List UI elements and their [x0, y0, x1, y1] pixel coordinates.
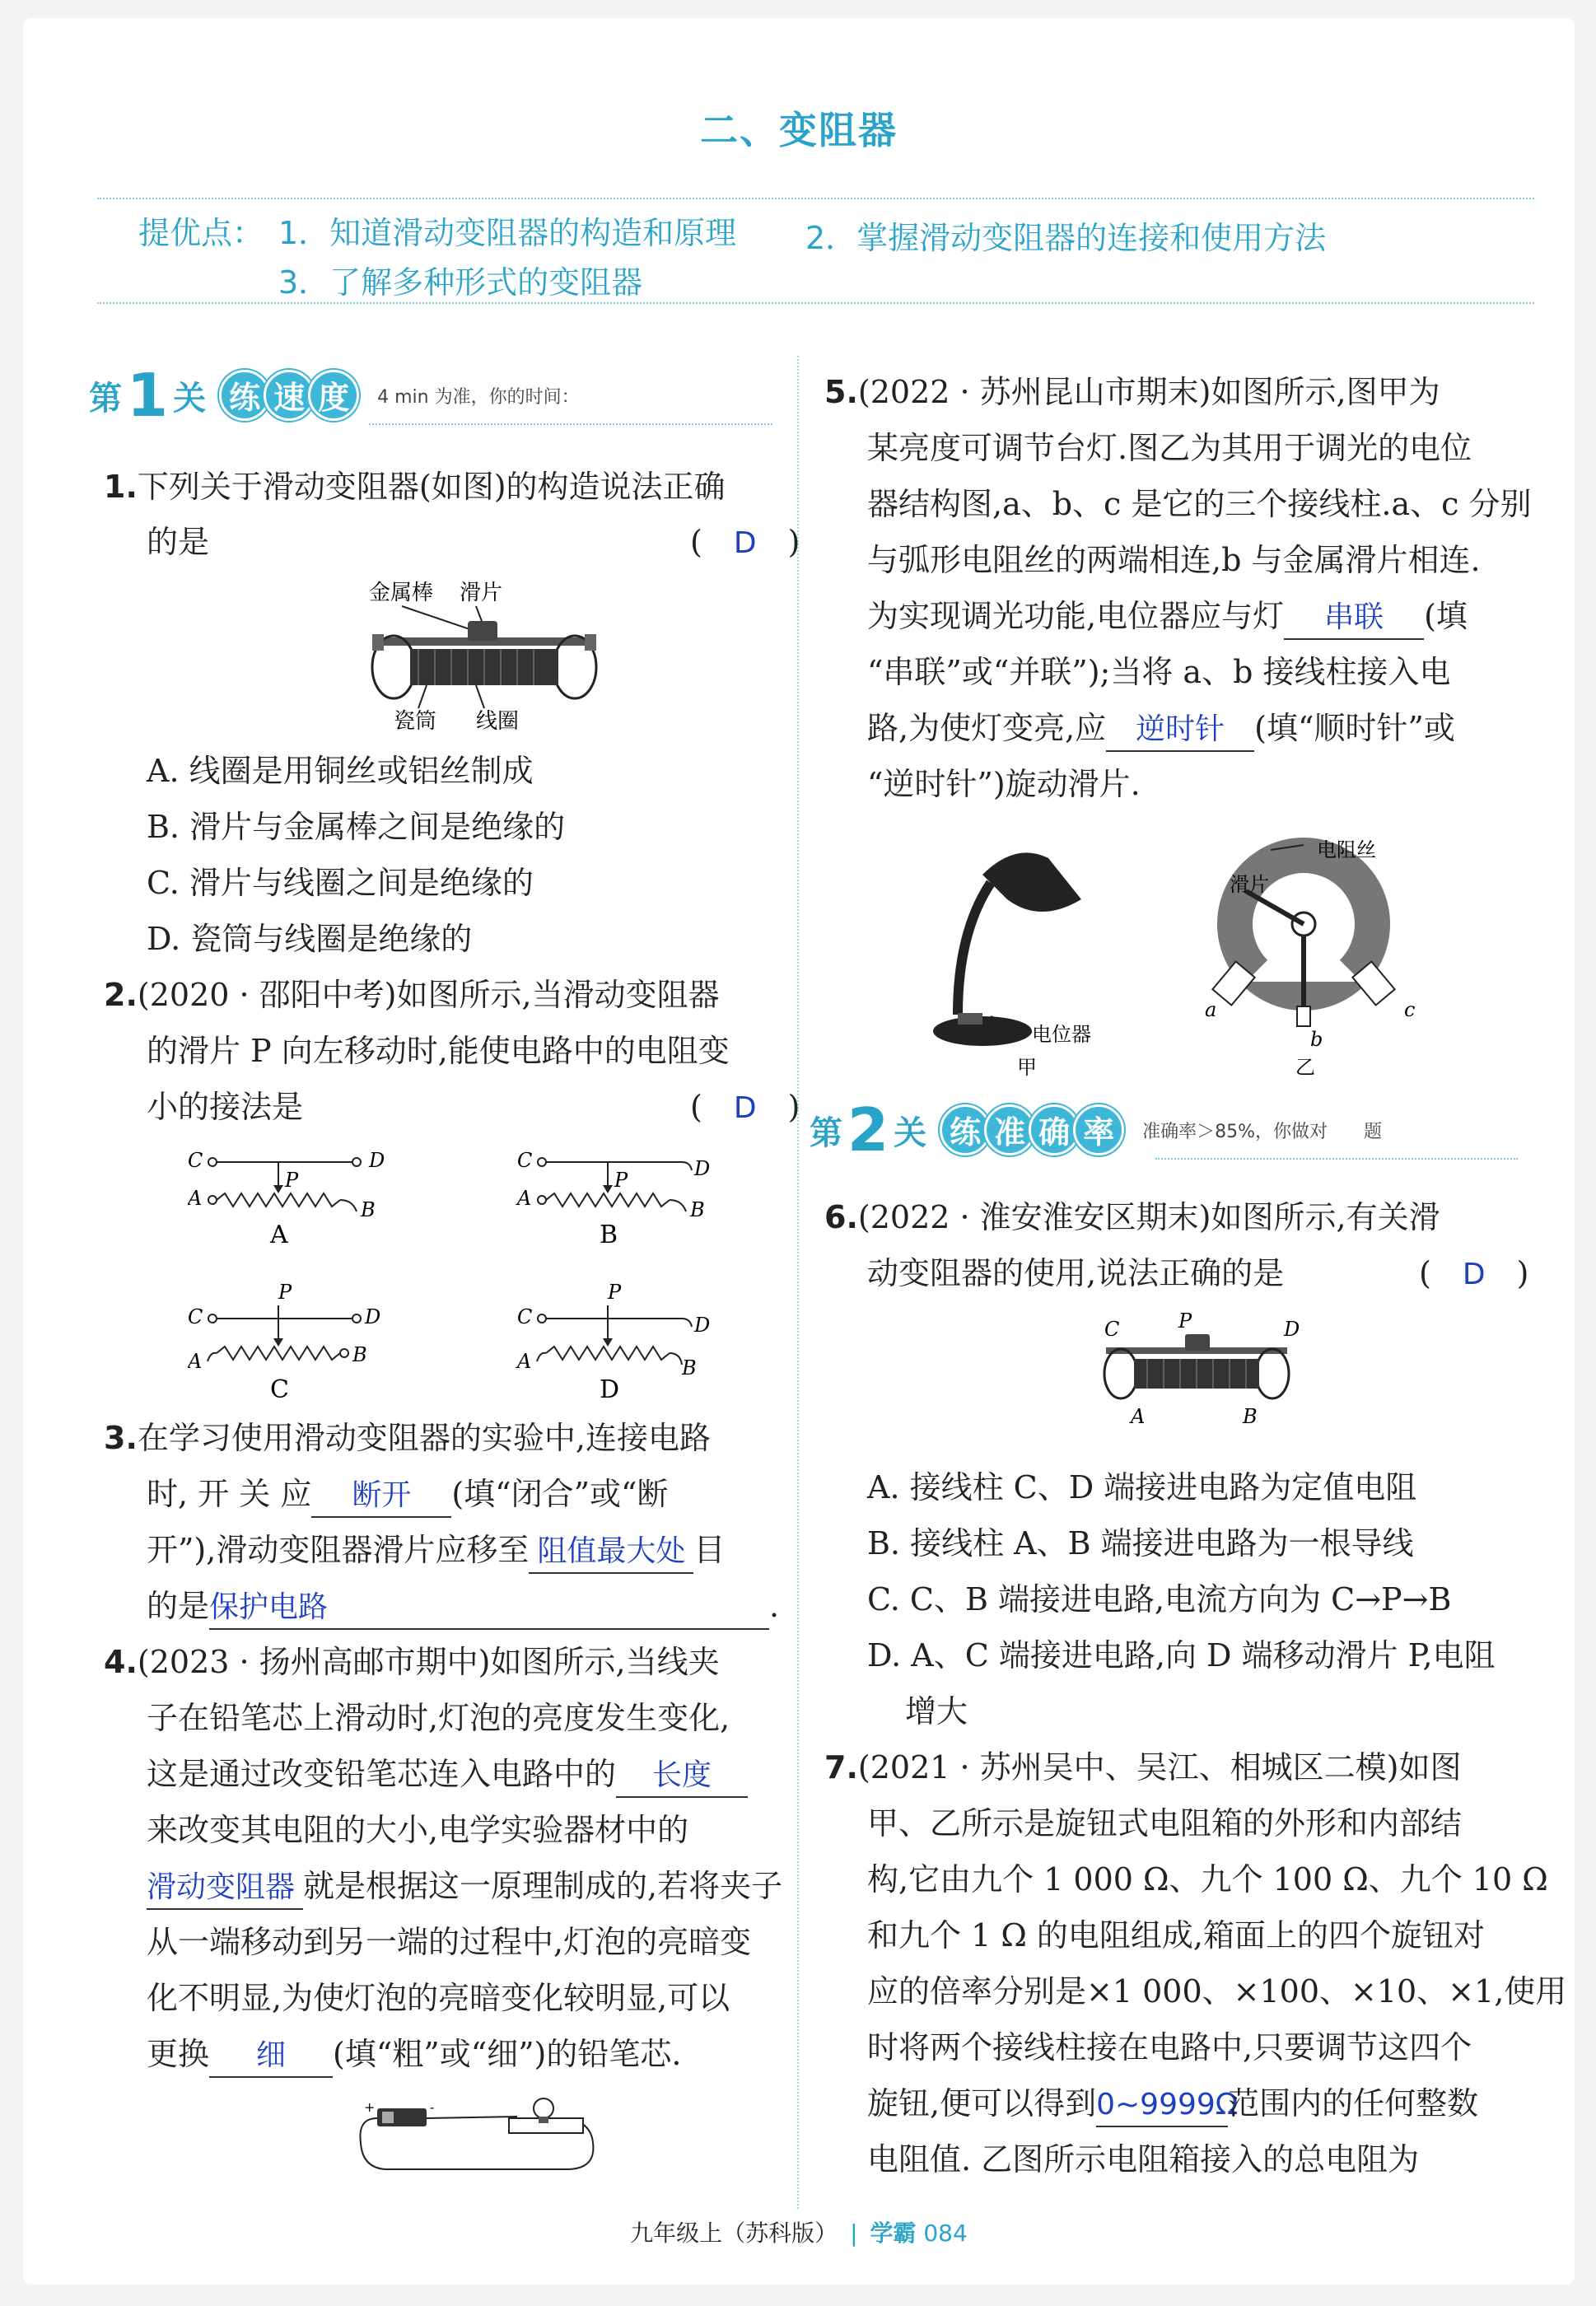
page-title: 二、变阻器: [700, 108, 898, 152]
fig-label-metal-rod: 金属棒: [369, 581, 434, 605]
stage1-note: 4 min 为准，你的时间：: [377, 386, 580, 408]
q1-option-a[interactable]: A. 线圈是用铜丝或铝丝制成: [147, 753, 534, 789]
svg-text:a: a: [1205, 998, 1217, 1021]
stage2-badge: 练 准 确 率: [940, 1104, 1118, 1155]
svg-text:C: C: [188, 1149, 203, 1172]
svg-text:B: B: [352, 1343, 367, 1366]
q5-answer-1: 串联: [1284, 597, 1424, 640]
tips-top-border: [97, 198, 1534, 199]
q3-answer-2: 阻值最大处: [529, 1531, 693, 1574]
q7-line7: 旋钮,便可以得到0~9999Ω范围内的任何整数: [867, 2075, 1478, 2131]
q4-line1: 4.(2023 · 扬州高邮市期中)如图所示,当线夹: [104, 1644, 720, 1680]
stage1-badge: 练 速 度: [219, 370, 352, 421]
svg-text:C: C: [517, 1305, 533, 1328]
q1-line2: 的是: [147, 524, 210, 560]
q2-line1: 2.(2020 · 邵阳中考)如图所示,当滑动变阻器: [104, 977, 720, 1013]
potentiometer-structure-figure: [1205, 838, 1415, 1079]
svg-text:+: +: [364, 2099, 376, 2115]
tips-item-3: 3．了解多种形式的变阻器: [278, 264, 643, 301]
q7-line3: 构,它由九个 1 000 Ω、九个 100 Ω、九个 10 Ω: [867, 1861, 1548, 1898]
svg-text:D: D: [694, 1314, 711, 1337]
svg-text:A: A: [188, 1350, 203, 1373]
svg-text:A: A: [188, 1187, 203, 1210]
q2-fig-d: [516, 1281, 710, 1404]
q2-fig-c: [188, 1281, 380, 1404]
svg-text:P: P: [608, 1281, 622, 1304]
q4-line5: 滑动变阻器 就是根据这一原理制成的,若将夹子: [147, 1858, 782, 1914]
q7-line6: 时将两个接线柱接在电路中,只要调节这四个: [867, 2029, 1472, 2066]
svg-text:B: B: [361, 1198, 376, 1221]
q5-line8: “逆时针”)旋动滑片.: [867, 766, 1141, 802]
desk-lamp-figure: [933, 852, 1091, 1079]
tips-item-1: 1．知道滑动变阻器的构造和原理: [278, 215, 737, 251]
svg-text:P: P: [278, 1281, 292, 1304]
fig-label-porcelain: 瓷筒: [394, 709, 437, 734]
q4-line7: 化不明显,为使灯泡的亮暗变化较明显,可以: [147, 1980, 730, 2016]
q1-answer-bracket: ( D ): [690, 524, 800, 560]
q6-option-a[interactable]: A. 接线柱 C、D 端接进电路为定值电阻: [867, 1469, 1417, 1505]
q7-line1: 7.(2021 · 苏州吴中、吴江、相城区二模)如图: [824, 1749, 1462, 1786]
stage2-note: 准确率＞85%，你做对 题: [1142, 1121, 1383, 1142]
fig-c-label: C: [270, 1375, 289, 1404]
stage2-prefix: 第: [810, 1113, 842, 1152]
fig-label-slider: 滑片: [460, 581, 503, 605]
q6-rheostat-figure: [1090, 1303, 1320, 1443]
q7-line2: 甲、乙所示是旋钮式电阻箱的外形和内部结: [867, 1805, 1463, 1842]
q7-answer-1: 0~9999Ω: [1096, 2084, 1228, 2127]
svg-text:C: C: [188, 1305, 203, 1328]
svg-text:B: B: [690, 1198, 705, 1221]
q1-line1: 1.下列关于滑动变阻器(如图)的构造说法正确: [104, 469, 726, 505]
q1-option-c[interactable]: C. 滑片与线圈之间是绝缘的: [147, 865, 534, 901]
q5-answer-2: 逆时针: [1106, 709, 1254, 752]
q5-line2: 某亮度可调节台灯.图乙为其用于调光的电位: [867, 430, 1472, 466]
tips-item-2: 2．掌握滑动变阻器的连接和使用方法: [805, 220, 1327, 256]
stage2-header: [810, 1097, 1382, 1163]
svg-text:c: c: [1404, 998, 1416, 1021]
tips-bottom-border: [97, 302, 1534, 304]
q5-line5: 为实现调光功能,电位器应与灯 串联 (填: [867, 588, 1468, 644]
svg-text:C: C: [517, 1149, 533, 1172]
svg-text:P: P: [1178, 1309, 1192, 1333]
q5-figures: [925, 825, 1435, 1081]
q2-answer-bracket: ( D ): [690, 1089, 800, 1125]
stage2-number: 2: [847, 1095, 889, 1165]
label-slider: 滑片: [1230, 873, 1269, 896]
q3-answer-3: 保护电路: [209, 1587, 769, 1630]
q2-fig-a: [188, 1149, 385, 1249]
q6-line1: 6.(2022 · 淮安淮安区期末)如图所示,有关滑: [824, 1199, 1440, 1235]
fig-d-label: D: [600, 1375, 620, 1404]
q2-answer: D: [733, 1091, 757, 1125]
svg-text:B: B: [1243, 1405, 1258, 1428]
svg-text:B: B: [682, 1356, 697, 1379]
q5-line7: 路,为使灯变亮,应 逆时针 (填“顺时针”或: [867, 700, 1455, 756]
q4-answer-1: 长度: [616, 1755, 748, 1798]
q3-line3: 开”),滑动变阻器滑片应移至 阻值最大处 目: [147, 1522, 725, 1578]
q7-line5: 应的倍率分别是×1 000、×100、×10、×1,使用: [867, 1973, 1567, 2010]
footer-grade: 九年级上（苏科版）: [630, 2220, 838, 2247]
worksheet-page: [23, 18, 1575, 2285]
q4-line6: 从一端移动到另一端的过程中,灯泡的亮暗变: [147, 1924, 752, 1960]
stage2-underline: [1155, 1158, 1518, 1160]
q5-line3: 器结构图,a、b、c 是它的三个接线柱.a、c 分别: [867, 486, 1532, 522]
label-yi: 乙: [1295, 1056, 1315, 1079]
svg-text:P: P: [285, 1169, 299, 1192]
page-footer: 九年级上（苏科版） | 学霸 084: [630, 2220, 968, 2247]
q2-line2: 的滑片 P 向左移动时,能使电路中的电阻变: [147, 1033, 730, 1069]
stage1-suffix: 关: [173, 379, 207, 418]
q2-fig-b: [516, 1149, 710, 1249]
svg-text:P: P: [614, 1169, 628, 1192]
q4-line2: 子在铅笔芯上滑动时,灯泡的亮度发生变化,: [147, 1700, 730, 1736]
footer-brand: 学霸: [870, 2220, 917, 2247]
stage1-number: 1: [127, 361, 169, 430]
svg-text:A: A: [517, 1350, 532, 1373]
svg-text:b: b: [1310, 1028, 1323, 1051]
q1-option-d[interactable]: D. 瓷筒与线圈是绝缘的: [147, 921, 473, 957]
q4-pencil-lead-circuit: [352, 2094, 616, 2184]
stage1-underline: [369, 423, 772, 425]
q5-line1: 5.(2022 · 苏州昆山市期末)如图所示,图甲为: [824, 374, 1440, 410]
q4-line4: 来改变其电阻的大小,电学实验器材中的: [147, 1812, 689, 1848]
q1-option-b[interactable]: B. 滑片与金属棒之间是绝缘的: [147, 809, 566, 845]
label-potentiometer: 电位器: [1032, 1023, 1091, 1046]
q4-line3: 这是通过改变铅笔芯连入电路中的 长度: [147, 1746, 748, 1802]
tips-label: 提优点：: [138, 215, 264, 251]
page-number: 084: [923, 2220, 968, 2247]
q5-line6: “串联”或“并联”);当将 a、b 接线柱接入电: [867, 654, 1451, 690]
q7-line8: 电阻值. 乙图所示电阻箱接入的总电阻为: [867, 2141, 1420, 2178]
svg-text:-: -: [430, 2099, 435, 2115]
q2-circuit-figures: [188, 1142, 731, 1406]
q5-line4: 与弧形电阻丝的两端相连,b 与金属滑片相连.: [867, 542, 1481, 578]
q6-option-c[interactable]: C. C、B 端接进电路,电流方向为 C→P→B: [867, 1581, 1452, 1617]
label-resistance-wire: 电阻丝: [1317, 838, 1376, 861]
svg-text:D: D: [369, 1149, 385, 1172]
q3-answer-1: 断开: [311, 1475, 451, 1518]
svg-text:D: D: [1284, 1318, 1300, 1341]
fig-label-coil: 线圈: [476, 709, 520, 734]
q6-line2: 动变阻器的使用,说法正确的是: [867, 1255, 1285, 1291]
q4-line8: 更换 细 (填“粗”或“细”)的铅笔芯.: [147, 2026, 681, 2082]
q3-line1: 3.在学习使用滑动变阻器的实验中,连接电路: [104, 1420, 711, 1456]
svg-text:A: A: [1131, 1405, 1146, 1428]
label-jia: 甲: [1017, 1056, 1037, 1079]
q1-rheostat-figure: [361, 570, 657, 735]
q3-line4: 的是保护电路 .: [147, 1578, 779, 1634]
q4-answer-2: 滑动变阻器: [147, 1867, 303, 1910]
stage1-prefix: 第: [89, 379, 122, 418]
stage1-header: [89, 362, 580, 428]
svg-text:D: D: [365, 1305, 381, 1328]
q6-option-d-cont: 增大: [905, 1693, 968, 1730]
q1-answer: D: [733, 526, 757, 560]
fig-a-label: A: [270, 1221, 288, 1249]
q3-line2: 时, 开 关 应 断开 (填“闭合”或“断: [147, 1466, 668, 1522]
svg-text:A: A: [517, 1187, 532, 1210]
svg-text:D: D: [694, 1157, 711, 1180]
q6-option-b[interactable]: B. 接线柱 A、B 端接进电路为一根导线: [867, 1525, 1414, 1561]
q6-answer: D: [1462, 1258, 1486, 1291]
q6-option-d[interactable]: D. A、C 端接进电路,向 D 端移动滑片 P,电阻: [867, 1637, 1496, 1673]
q7-line4: 和九个 1 Ω 的电阻组成,箱面上的四个旋钮对: [867, 1917, 1486, 1954]
q6-answer-bracket: ( D ): [1419, 1255, 1529, 1291]
svg-text:C: C: [1104, 1318, 1120, 1341]
q4-answer-3: 细: [209, 2035, 333, 2078]
stage2-suffix: 关: [894, 1113, 927, 1152]
fig-b-label: B: [600, 1221, 618, 1249]
column-divider: [797, 356, 799, 2209]
q2-line3: 小的接法是: [147, 1089, 304, 1125]
